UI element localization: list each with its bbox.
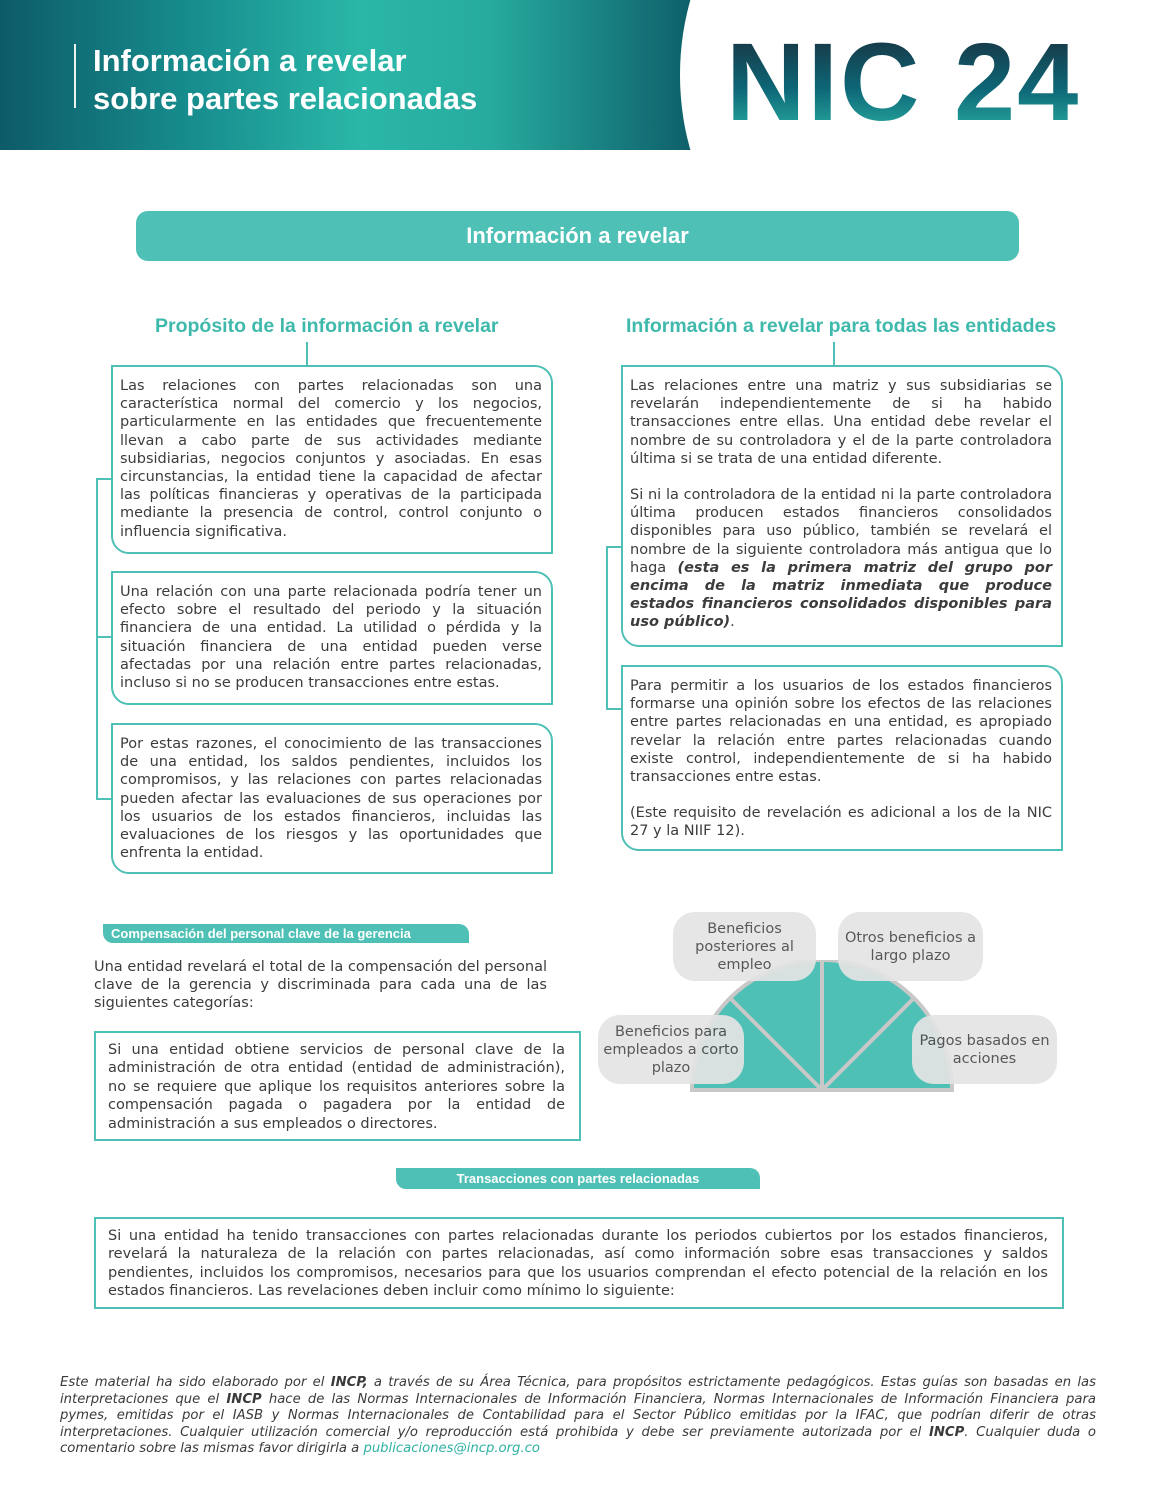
transactions-text: Si una entidad ha tenido transacciones con partes relacionadas durante los periodos cubiertos por los estados financieros, revelará la naturaleza de la relación con partes relacionadas, así como información sobre esas transacciones y saldos pendientes, incluidos los compromisos, necesarios para que los usuarios comprendan el efecto potencial de la relación en los estados financieros. Las revelaciones deben incluir como mínimo lo siguiente: <box>108 1228 1048 1300</box>
disclosure-box-2-para-2: (Este requisito de revelación es adicional a los de la NIC 27 y la NIIF 12). <box>630 805 1052 840</box>
footer-text-4: . Cualquier duda o comentario sobre las mismas favor dirigirla a <box>60 1424 1096 1457</box>
purpose-box-1 <box>111 365 553 554</box>
right-bracket-tick-2 <box>606 708 622 710</box>
purpose-box-3 <box>111 723 553 874</box>
disclosure-box-1-emphasis: (esta es la primera matriz del grupo por encima de la matriz inmediata que produce estados financieros consolidados disponibles para uso público) <box>630 559 1053 631</box>
right-title-connector <box>833 342 835 366</box>
purpose-box-3-text: Por estas razones, el conocimiento de las transacciones de una entidad, los saldos pendientes, incluidos los compromisos, y las relaciones con partes relacionadas pueden afectar las evaluaciones de sus operaciones por los usuarios de los estados financieros, incluidas las evaluaciones de los riesgos y las oportunidades que enfrenta la entidad. <box>120 736 542 862</box>
disclosure-box-1-period: . <box>730 614 735 631</box>
disclosure-box-1-para-2 <box>630 486 1052 632</box>
purpose-box-2 <box>111 571 553 705</box>
disclosure-box-2 <box>621 665 1063 851</box>
compensation-intro: Una entidad revelará el total de la compensación del personal clave de la gerencia y discriminada para cada una de las siguientes categorías: <box>94 959 547 1011</box>
section-banner: Información a revelar <box>136 211 1019 261</box>
footer-text-2: a través de su Área Técnica, para propósitos estrictamente pedagógicos. Estas guías son basadas en las interpretaciones que el <box>60 1375 1096 1407</box>
category-long-term: Otros beneficios a largo plazo <box>838 912 983 981</box>
category-short-term: Beneficios para empleados a corto plazo <box>598 1015 744 1084</box>
left-bracket-tick-3 <box>96 798 112 800</box>
disclosure-box-1-para-2-text: Si ni la controladora de la entidad ni la parte controladora última producen estados financieros consolidados disponibles para uso público, también se revelará el nombre de la siguiente controladora más antigua que lo haga <box>630 487 1052 576</box>
category-share-based: Pagos basados en acciones <box>912 1015 1057 1084</box>
footer-text-1: Este material ha sido elaborado por el <box>60 1375 331 1390</box>
footer-text-3: hace de las Normas Internacionales de Información Financiera, Normas Internacionales de Información Financiera para pymes, emitidas por el IASB y Normas Internacionales de Contabilidad para el Sector Público emitidas por la IFAC, que podrían diferir de otras interpretaciones. Cualquier utilización comercial y/o reproducción está prohibida y debe ser previamente autorizada por el <box>60 1391 1096 1440</box>
page-header <box>0 0 1156 150</box>
compensation-note-box <box>94 1031 581 1141</box>
transactions-tag: Transacciones con partes relacionadas <box>396 1168 760 1189</box>
page-title <box>93 42 653 118</box>
right-column-title: Información a revelar para todas las entidades <box>626 315 1057 337</box>
right-bracket-tick-1 <box>606 546 622 548</box>
page-title-line1: Información a revelar <box>93 43 407 78</box>
left-column-title: Propósito de la información a revelar <box>155 315 499 337</box>
compensation-tag: Compensación del personal clave de la gerencia <box>103 924 469 943</box>
left-title-connector <box>306 342 308 366</box>
footer-email-link[interactable]: publicaciones@incp.org.co <box>363 1441 540 1457</box>
purpose-box-1-text: Las relaciones con partes relacionadas son una característica normal del comercio y los negocios, particularmente en las entidades que frecuentemente llevan a cabo parte de sus actividades mediante subsidiarias, negocios conjuntos y asociadas. En esas circunstancias, la entidad tiene la capacidad de afectar las políticas financieras y operativas de la participada mediante la presencia de control, control conjunto o influencia significativa. <box>120 378 542 540</box>
left-bracket-tick-2 <box>96 636 112 638</box>
page-title-line2: sobre partes relacionadas <box>93 81 478 116</box>
compensation-note-text: Si una entidad obtiene servicios de personal clave de la administración de otra entidad (entidad de administración), no se requiere que aplique los requisitos anteriores sobre la compensación pagada o pagadera por la entidad de administración a sus empleados o directores. <box>108 1042 565 1132</box>
category-post-employment: Beneficios posteriores al empleo <box>673 912 816 981</box>
purpose-box-2-text: Una relación con una parte relacionada podría tener un efecto sobre el resultado del periodo y la situación financiera de una entidad. La utilidad o pérdida y la situación financiera de una entidad pueden verse afectadas por una relación entre partes relacionadas, incluso si no se producen transacciones entre estas. <box>120 584 542 692</box>
footer-disclaimer <box>60 1375 1096 1458</box>
disclosure-box-2-para-1: Para permitir a los usuarios de los estados financieros formarse una opinión sobre los efectos de las relaciones entre partes relacionadas en una entidad, es apropiado revelar la relación entre partes relacionadas cuando existe control, independientemente de si ha habido transacciones entre estas. <box>630 678 1052 786</box>
disclosure-box-1-para-1: Las relaciones entre una matriz y sus subsidiarias se revelarán independientemente de si ha habido transacciones entre ellas. Una entidad debe revelar el nombre de su controladora y el de la parte controladora última si se trata de una entidad diferente. <box>630 378 1052 467</box>
footer-brand-2: INCP <box>226 1391 262 1407</box>
left-bracket-tick-1 <box>96 478 112 480</box>
footer-brand-3: INCP <box>928 1424 965 1440</box>
header-divider <box>74 44 76 108</box>
disclosure-box-1 <box>621 365 1063 647</box>
footer-brand-1: INCP, <box>330 1375 368 1390</box>
transactions-box <box>94 1217 1064 1309</box>
right-bracket-line <box>606 546 608 710</box>
left-bracket-line <box>96 478 98 800</box>
standard-badge: NIC 24 <box>726 28 1106 138</box>
